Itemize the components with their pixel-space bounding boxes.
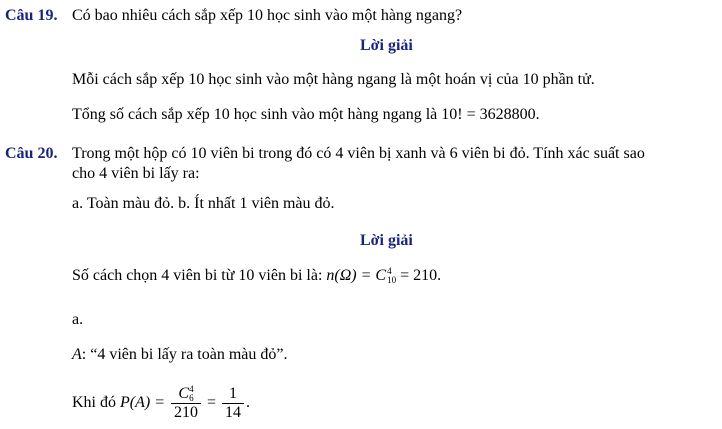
solution-text: Tổng số cách sắp xếp 10 học sinh vào một hàng ngang là [72,106,442,123]
frac1-num-base: C [178,384,190,402]
part-a-label: a. [72,311,84,328]
frac1-num-sub: 6 [189,392,194,403]
event-text: : “4 viên bi lấy ra toàn màu đỏ”. [81,346,288,363]
question-19-text: Có bao nhiêu cách sắp xếp 10 học sinh vào một hàng ngang? [72,7,463,24]
period: . [246,394,251,411]
count-text: Số cách chọn 4 viên bi từ 10 viên bi là: [72,267,327,284]
equals-sign: = [207,394,217,411]
factorial-result: 10! = 3628800 [441,106,536,123]
question-19-solution-line-2 [72,105,540,125]
question-19-label: Câu 19. [5,7,58,24]
frac1-num-sup: 4 [189,383,194,394]
question-19-solution-heading: Lời giải [360,37,413,54]
event-symbol: A [72,346,82,363]
frac2-den: 14 [225,403,242,421]
period: . [437,267,442,284]
period: . [535,106,540,123]
prob-text: Khi đó [72,394,120,411]
question-20-parts: a. Toàn màu đỏ. b. Ít nhất 1 viên màu đỏ. [72,195,335,212]
combination-count-line [72,266,441,286]
frac1-den: 210 [174,403,198,421]
probability-fraction-2 [222,385,244,422]
question-19-solution-line-1: Mỗi cách sắp xếp 10 học sinh vào một hàng ngang là một hoán vị của 10 phần tử. [72,71,595,88]
sample-space-lhs: n(Ω) = C [326,267,387,284]
sample-space-rhs: = 210 [396,267,438,284]
event-definition [72,345,288,365]
question-20-label: Câu 20. [5,145,58,162]
probability-fraction-1 [171,385,201,422]
question-20-text-line-2: cho 4 viên bi lấy ra: [72,165,200,182]
question-20-solution-heading: Lời giải [360,232,413,249]
question-20-text-line-1: Trong một hộp có 10 viên bi trong đó có 4 viên bị xanh và 6 viên bi đỏ. Tính xác suất sao [72,145,645,162]
combination-sup: 4 [387,266,392,277]
frac2-num: 1 [222,385,244,404]
probability-line [72,383,250,423]
combination-sub: 10 [387,275,397,286]
probability-lhs: P(A) = [120,394,165,411]
